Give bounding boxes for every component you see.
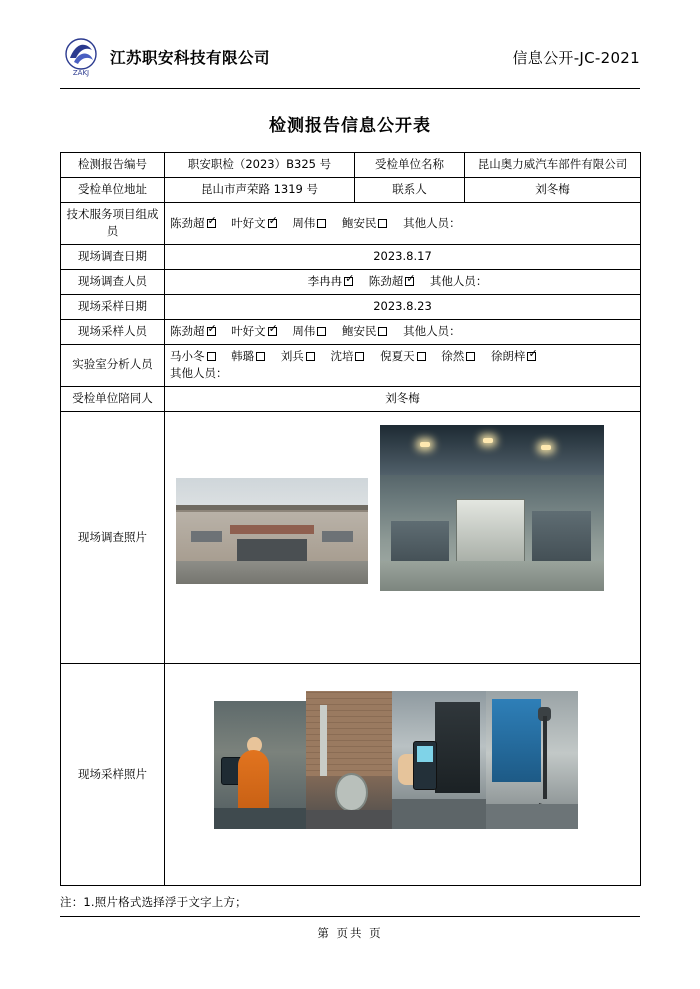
checkbox-icon[interactable] xyxy=(466,352,475,361)
client-label: 受检单位名称 xyxy=(355,153,465,178)
person-entry[interactable] xyxy=(170,348,218,366)
table-row xyxy=(61,245,641,270)
escort-value: 刘冬梅 xyxy=(165,387,641,412)
address-label: 受检单位地址 xyxy=(61,177,165,202)
others-label: 其他人员： xyxy=(403,215,461,230)
checkbox-icon[interactable] xyxy=(378,327,387,336)
person-name: 陈劲超 xyxy=(170,215,205,230)
survey-people-value xyxy=(165,270,641,295)
checkbox-icon[interactable] xyxy=(207,219,216,228)
page-title: 检测报告信息公开表 xyxy=(269,116,431,136)
person-entry[interactable] xyxy=(342,215,390,233)
person-entry[interactable] xyxy=(491,348,539,366)
company-logo-icon xyxy=(60,36,102,78)
checkbox-icon[interactable] xyxy=(355,352,364,361)
client-value: 昆山奥力威汽车部件有限公司 xyxy=(465,153,641,178)
person-name: 倪夏天 xyxy=(380,348,415,363)
contact-value: 刘冬梅 xyxy=(465,177,641,202)
photo-sampling-worker xyxy=(214,701,306,829)
person-entry[interactable] xyxy=(342,323,390,341)
person-entry[interactable] xyxy=(330,348,366,366)
tech-team-label: 技术服务项目组成员 xyxy=(61,202,165,245)
report-no-value: 职安职检（2023）B325 号 xyxy=(165,153,355,178)
person-entry[interactable] xyxy=(308,273,356,291)
table-row xyxy=(61,387,641,412)
person-name: 刘兵 xyxy=(280,348,304,363)
sample-date-label: 现场采样日期 xyxy=(61,294,165,319)
sample-photo-cell xyxy=(165,663,641,885)
person-entry[interactable] xyxy=(231,323,279,341)
person-name: 李冉冉 xyxy=(307,274,343,289)
checkbox-icon[interactable] xyxy=(417,352,426,361)
person-name: 陈劲超 xyxy=(368,274,404,289)
lab-people-line-2: 其他人员： xyxy=(170,366,228,381)
person-name: 叶好文 xyxy=(231,215,266,230)
survey-date-label: 现场调查日期 xyxy=(61,245,165,270)
table-note: 注：1.照片格式选择浮于文字上方； xyxy=(60,894,247,909)
escort-label: 受检单位陪同人 xyxy=(61,387,165,412)
table-row xyxy=(61,319,641,344)
checkbox-icon[interactable] xyxy=(378,219,387,228)
brand xyxy=(60,36,270,78)
person-entry[interactable] xyxy=(369,273,417,291)
checkbox-icon[interactable] xyxy=(268,327,277,336)
person-entry[interactable] xyxy=(292,215,328,233)
sample-people-label: 现场采样人员 xyxy=(61,319,165,344)
checkbox-icon[interactable] xyxy=(306,352,315,361)
person-name: 鲍安民 xyxy=(341,215,377,230)
document-code: 信息公开-JC-2021 xyxy=(512,48,640,67)
photo-sampling-tripod xyxy=(486,691,578,829)
person-entry[interactable] xyxy=(292,323,328,341)
person-entry[interactable] xyxy=(231,215,279,233)
checkbox-icon[interactable] xyxy=(207,352,216,361)
table-row xyxy=(61,202,641,245)
table-row xyxy=(61,663,641,885)
address-value: 昆山市声荣路 1319 号 xyxy=(165,177,355,202)
sample-photo-group xyxy=(170,667,635,882)
report-no-label: 检测报告编号 xyxy=(61,153,165,178)
person-name: 陈劲超 xyxy=(170,323,205,338)
table-row xyxy=(61,294,641,319)
tech-team-value xyxy=(165,202,641,245)
checkbox-icon[interactable] xyxy=(527,352,536,361)
person-name: 沈培 xyxy=(330,348,354,363)
person-name: 周伟 xyxy=(292,215,316,230)
page-footer: 第 页共 页 xyxy=(60,916,640,941)
person-entry[interactable] xyxy=(170,215,218,233)
person-name: 周伟 xyxy=(292,323,316,338)
table-row xyxy=(61,153,641,178)
checkbox-icon[interactable] xyxy=(405,277,414,286)
person-entry[interactable] xyxy=(231,348,267,366)
person-name: 马小冬 xyxy=(170,348,205,363)
sample-date-value: 2023.8.23 xyxy=(165,294,641,319)
survey-photo-group xyxy=(170,415,635,660)
person-entry[interactable] xyxy=(380,348,428,366)
svg-text:ZAKJ: ZAKJ xyxy=(72,69,90,77)
person-name: 叶好文 xyxy=(231,323,266,338)
table-row xyxy=(61,177,641,202)
lab-people-label: 实验室分析人员 xyxy=(61,344,165,387)
page-header xyxy=(60,26,640,89)
others-label: 其他人员： xyxy=(429,274,488,289)
checkbox-icon[interactable] xyxy=(317,327,326,336)
table-row xyxy=(61,270,641,295)
checkbox-icon[interactable] xyxy=(256,352,265,361)
report-info-table xyxy=(60,152,641,886)
checkbox-icon[interactable] xyxy=(317,219,326,228)
checkbox-icon[interactable] xyxy=(268,219,277,228)
person-entry[interactable] xyxy=(281,348,317,366)
sample-people-value xyxy=(165,319,641,344)
table-row xyxy=(61,411,641,663)
person-name: 鲍安民 xyxy=(341,323,377,338)
survey-date-value: 2023.8.17 xyxy=(165,245,641,270)
survey-photo-cell xyxy=(165,411,641,663)
person-name: 韩璐 xyxy=(231,348,255,363)
survey-people-label: 现场调查人员 xyxy=(61,270,165,295)
contact-label: 联系人 xyxy=(355,177,465,202)
lab-people-line-1 xyxy=(170,348,635,366)
person-name: 徐朗梓 xyxy=(490,348,526,363)
photo-sampling-instrument xyxy=(392,691,486,829)
person-entry[interactable] xyxy=(441,348,477,366)
survey-photo-label: 现场调查照片 xyxy=(61,411,165,663)
lab-people-value xyxy=(165,344,641,387)
photo-workshop-interior xyxy=(380,425,604,591)
person-entry[interactable] xyxy=(170,323,218,341)
checkbox-icon[interactable] xyxy=(344,277,353,286)
others-label: 其他人员： xyxy=(403,323,461,338)
checkbox-icon[interactable] xyxy=(207,327,216,336)
person-name: 徐然 xyxy=(441,348,465,363)
table-row xyxy=(61,344,641,387)
sample-photo-label: 现场采样照片 xyxy=(61,663,165,885)
company-name: 江苏职安科技有限公司 xyxy=(110,49,271,67)
photo-sampling-wall-fan xyxy=(306,691,392,829)
photo-building-exterior xyxy=(176,478,368,584)
